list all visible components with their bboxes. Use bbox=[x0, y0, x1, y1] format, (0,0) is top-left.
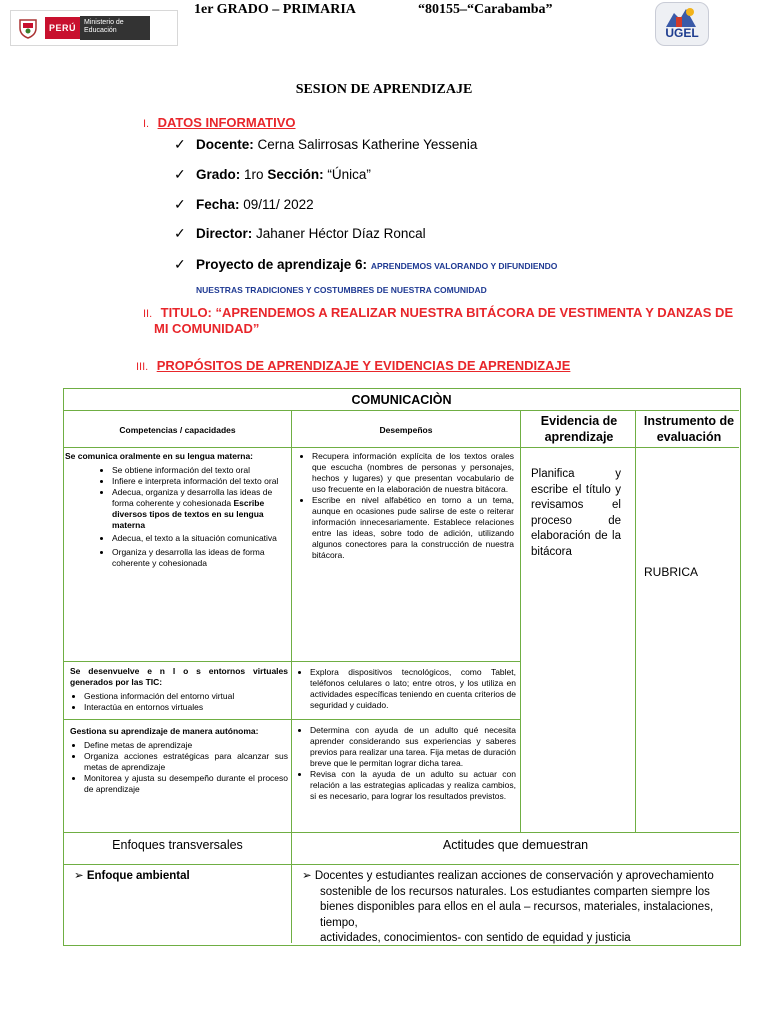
info-value-2: “Única” bbox=[327, 167, 371, 182]
info-label: Proyecto de aprendizaje 6: bbox=[196, 257, 368, 272]
capacidad-item: • Organiza y desarrolla las ideas de forma coherente y cohesionada bbox=[112, 547, 289, 569]
desempeno-cell-2 bbox=[296, 667, 516, 711]
area-header: COMUNICACIÒN bbox=[351, 393, 452, 407]
desempeno-cell-1 bbox=[300, 451, 514, 561]
desempeno-item: • Determina con ayuda de un adulto qué necesita aprender considerando sus experiencias y saberes previos para realizar una tarea. Fija metas de duración breve que le permitan lograr dicha tarea. bbox=[310, 725, 516, 769]
ugel-emblem-icon bbox=[662, 5, 702, 27]
col-header-evidencia: Evidencia de aprendizaje bbox=[540, 414, 618, 444]
info-item-director bbox=[174, 225, 426, 242]
info-value: 09/11/ 2022 bbox=[243, 197, 314, 212]
col-header-competencias: Competencias / capacidades bbox=[119, 425, 236, 435]
capacidad-item: • Se obtiene información del texto oral bbox=[112, 465, 289, 476]
peru-label: PERÚ bbox=[45, 17, 80, 39]
col-header-instrumento: Instrumento de evaluación bbox=[643, 414, 735, 444]
section-3-heading bbox=[136, 357, 570, 375]
grade-header: 1er GRADO – PRIMARIA bbox=[194, 2, 356, 17]
actitud-line: bienes disponibles para ellos en el aula – recursos, materiales, instalaciones, bbox=[320, 901, 714, 913]
info-label: Docente: bbox=[196, 137, 254, 152]
section-2-title-line1: TITULO: “APRENDEMOS A REALIZAR NUESTRA BITÁCORA DE VESTIMENTA Y DANZAS DE bbox=[160, 305, 734, 320]
capacidad-item: • Monitorea y ajusta su desempeño durante el proceso de aprendizaje bbox=[84, 773, 288, 795]
check-icon: ✓ bbox=[174, 196, 186, 212]
check-icon: ✓ bbox=[174, 256, 186, 272]
actitud-line: sostenible de los recursos naturales. Los estudiantes comparten siempre los bbox=[320, 885, 710, 898]
info-item-docente bbox=[174, 136, 477, 153]
desempeno-item: • Explora dispositivos tecnológicos, como Tablet, teléfonos celulares o lato; entre otros, y los utiliza en actividades específicas teniendo en cuenta criterios de seguridad y cuidado. bbox=[310, 667, 516, 711]
check-icon: ✓ bbox=[174, 225, 186, 241]
competencia-title: Se desenvuelve e n l o s entornos virtuales generados por las TIC: bbox=[70, 666, 288, 687]
info-value: Jahaner Héctor Díaz Roncal bbox=[256, 226, 426, 241]
info-item-proyecto bbox=[174, 256, 557, 273]
section-2-heading bbox=[143, 304, 733, 322]
learning-purposes-table bbox=[63, 388, 741, 946]
capacidad-item: • Adecua, organiza y desarrolla las ideas de forma coherente y cohesionada Escribe diversos tipos de textos en su lengua materna bbox=[112, 487, 289, 531]
section-2-number: II. bbox=[143, 308, 153, 320]
check-icon: ✓ bbox=[174, 136, 186, 152]
section-1-number: I. bbox=[143, 118, 150, 130]
minedu-logo bbox=[10, 10, 178, 46]
capacidad-item: • Organiza acciones estratégicas para alcanzar sus metas de aprendizaje bbox=[84, 751, 288, 773]
competencia-cell-2 bbox=[70, 666, 288, 713]
info-label: Fecha: bbox=[196, 197, 240, 212]
desempeno-item: • Escribe en nivel alfabético en torno a un tema, aunque en ocasiones pude salirse de este o reiterar información innecesariamente. Establece relaciones entre las ideas, sobre todo de adición, utilizando algunos conectores para la construcción de nuestra bitácora. bbox=[312, 495, 514, 561]
competencia-title: Gestiona su aprendizaje de manera autónoma: bbox=[70, 726, 259, 736]
arrow-bullet-icon: ➢ bbox=[302, 870, 312, 882]
section-1-title: DATOS INFORMATIVO bbox=[157, 115, 296, 130]
desempeno-item: • Recupera información explícita de los textos orales que escucha (nombres de personas y personajes, hechos y lugares) y que presentan vocabulario de uso frecuente en la elaboración de nuestra bitácora. bbox=[312, 451, 514, 495]
project-name-line2: NUESTRAS TRADICIONES Y COSTUMBRES DE NUESTRA COMUNIDAD bbox=[196, 285, 487, 295]
enfoques-header: Enfoques transversales bbox=[112, 838, 243, 852]
capacidad-item: • Define metas de aprendizaje bbox=[84, 740, 288, 751]
evidencia-cell: Planifica y escribe el título y revisamos el proceso de elaboración de la bitácora bbox=[531, 468, 621, 558]
enfoque-cell bbox=[74, 869, 190, 884]
section-2-title-line2: MI COMUNIDAD” bbox=[154, 321, 260, 336]
competencia-title: Se comunica oralmente en su lengua materna: bbox=[65, 451, 254, 461]
arrow-bullet-icon: ➢ bbox=[74, 870, 84, 882]
competencia-cell-1 bbox=[65, 451, 289, 569]
actitudes-cell bbox=[302, 869, 738, 947]
capacidad-item: • Adecua, el texto a la situación comunicativa bbox=[112, 533, 289, 544]
info-label: Director: bbox=[196, 226, 253, 241]
check-icon: ✓ bbox=[174, 166, 186, 182]
info-item-grado bbox=[174, 166, 371, 183]
info-item-fecha bbox=[174, 196, 314, 213]
info-label-2: Sección: bbox=[267, 167, 324, 182]
actitudes-header: Actitudes que demuestran bbox=[442, 838, 589, 852]
capacidad-item: • Interactúa en entornos virtuales bbox=[84, 702, 288, 713]
competencia-cell-3 bbox=[70, 726, 288, 795]
ugel-label: UGEL bbox=[665, 26, 699, 40]
school-header: “80155–“Carabamba” bbox=[418, 2, 553, 17]
section-3-number: III. bbox=[136, 361, 149, 373]
section-3-title: PROPÓSITOS DE APRENDIZAJE Y EVIDENCIAS DE APRENDIZAJE bbox=[156, 358, 571, 373]
actitud-line: Docentes y estudiantes realizan acciones de conservación y aprovechamiento bbox=[314, 870, 714, 882]
section-1-heading bbox=[143, 114, 296, 132]
enfoque-name: Enfoque ambiental bbox=[86, 870, 190, 882]
page-title: SESION DE APRENDIZAJE bbox=[295, 82, 473, 97]
desempeno-cell-3 bbox=[296, 725, 516, 802]
ugel-logo bbox=[655, 2, 709, 46]
info-label: Grado: bbox=[196, 167, 241, 182]
project-name-line1: APRENDEMOS VALORANDO Y DIFUNDIENDO bbox=[370, 261, 558, 271]
actitud-line: tiempo, bbox=[320, 916, 358, 929]
info-value: 1ro bbox=[244, 167, 264, 182]
capacidad-item: • Infiere e interpreta información del texto oral bbox=[112, 476, 289, 487]
shield-icon bbox=[15, 16, 41, 40]
capacidad-item: • Gestiona información del entorno virtual bbox=[84, 691, 288, 702]
ministry-label: Ministerio de Educación bbox=[80, 16, 150, 40]
desempeno-item: • Revisa con la ayuda de un adulto su actuar con relación a las estrategias aplicadas y realiza cambios, si es necesario, para lograr los resultados previstos. bbox=[310, 769, 516, 802]
actitud-line: actividades, conocimientos- con sentido de equidad y justicia bbox=[320, 932, 631, 944]
info-value: Cerna Salirrosas Katherine Yessenia bbox=[257, 137, 478, 152]
instrumento-cell: RUBRICA bbox=[644, 565, 699, 579]
col-header-desempenos: Desempeños bbox=[379, 425, 433, 435]
